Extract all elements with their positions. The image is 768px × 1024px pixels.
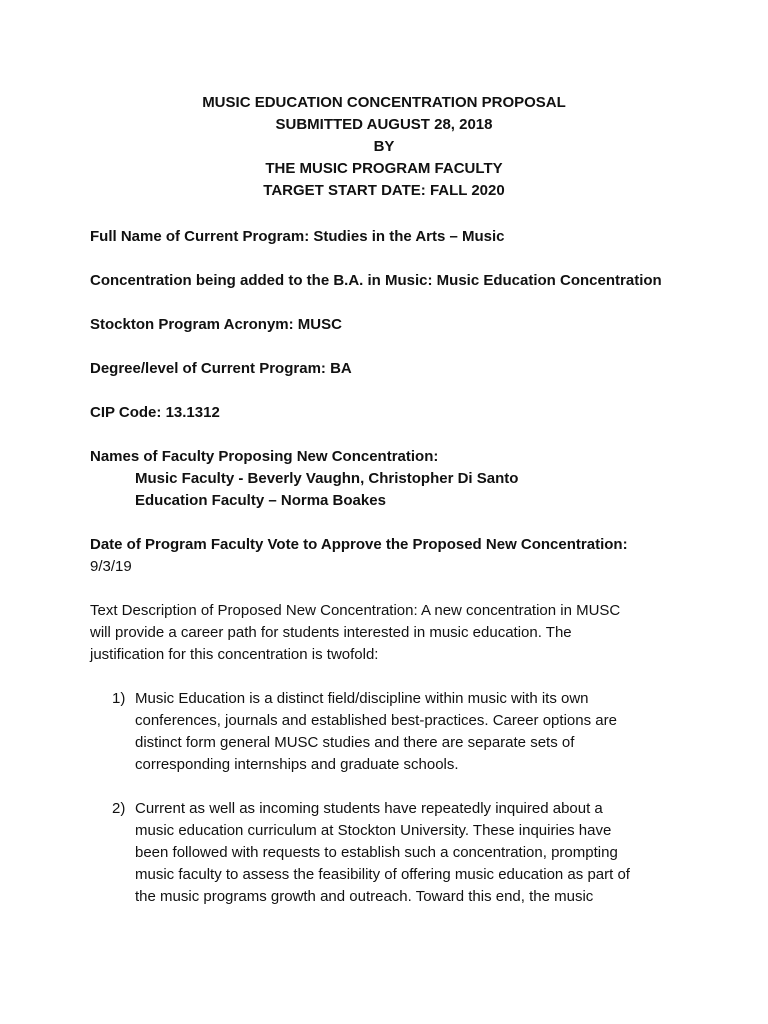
cip-code-field: CIP Code: 13.1312 [90, 404, 220, 421]
title-line: MUSIC EDUCATION CONCENTRATION PROPOSAL [202, 94, 566, 111]
concentration-field: Concentration being added to the B.A. in Music: Music Education Concentration [90, 272, 662, 289]
list-item-line: Music Education is a distinct field/discipline within music with its own [135, 690, 589, 707]
list-item-line: the music programs growth and outreach. Toward this end, the music [135, 888, 594, 905]
description-line: will provide a career path for students interested in music education. The [90, 624, 572, 641]
description-line: justification for this concentration is twofold: [90, 646, 379, 663]
justification-list [90, 688, 690, 908]
list-item [90, 688, 690, 776]
list-item [90, 798, 690, 908]
education-faculty-line: Education Faculty – Norma Boakes [135, 492, 386, 509]
vote-date: 9/3/19 [90, 558, 132, 575]
list-item-line: Current as well as incoming students have repeatedly inquired about a [135, 800, 603, 817]
music-faculty-line: Music Faculty - Beverly Vaughn, Christopher Di Santo [135, 470, 519, 487]
description-paragraph [90, 600, 690, 666]
list-item-line: music education curriculum at Stockton University. These inquiries have [135, 822, 612, 839]
list-item-line: conferences, journals and established best-practices. Career options are [135, 712, 617, 729]
title-line: THE MUSIC PROGRAM FACULTY [265, 160, 503, 177]
description-line: Text Description of Proposed New Concentration: A new concentration in MUSC [90, 602, 621, 619]
list-item-line: distinct form general MUSC studies and there are separate sets of [135, 734, 575, 751]
document-body [90, 226, 690, 908]
list-item-line: music faculty to assess the feasibility of offering music education as part of [135, 866, 630, 883]
list-item-line: been followed with requests to establish such a concentration, prompting [135, 844, 618, 861]
document-title [0, 92, 768, 202]
vote-heading: Date of Program Faculty Vote to Approve the Proposed New Concentration: [90, 536, 628, 553]
degree-level-field: Degree/level of Current Program: BA [90, 360, 352, 377]
list-item-number: 2) [112, 800, 126, 817]
acronym-field: Stockton Program Acronym: MUSC [90, 316, 342, 333]
list-item-line: corresponding internships and graduate schools. [135, 756, 459, 773]
faculty-heading: Names of Faculty Proposing New Concentration: [90, 448, 439, 465]
title-line: SUBMITTED AUGUST 28, 2018 [275, 116, 493, 133]
title-line: BY [373, 138, 395, 155]
title-line: TARGET START DATE: FALL 2020 [263, 182, 505, 199]
list-item-number: 1) [112, 690, 126, 707]
program-name-field: Full Name of Current Program: Studies in the Arts – Music [90, 228, 505, 245]
